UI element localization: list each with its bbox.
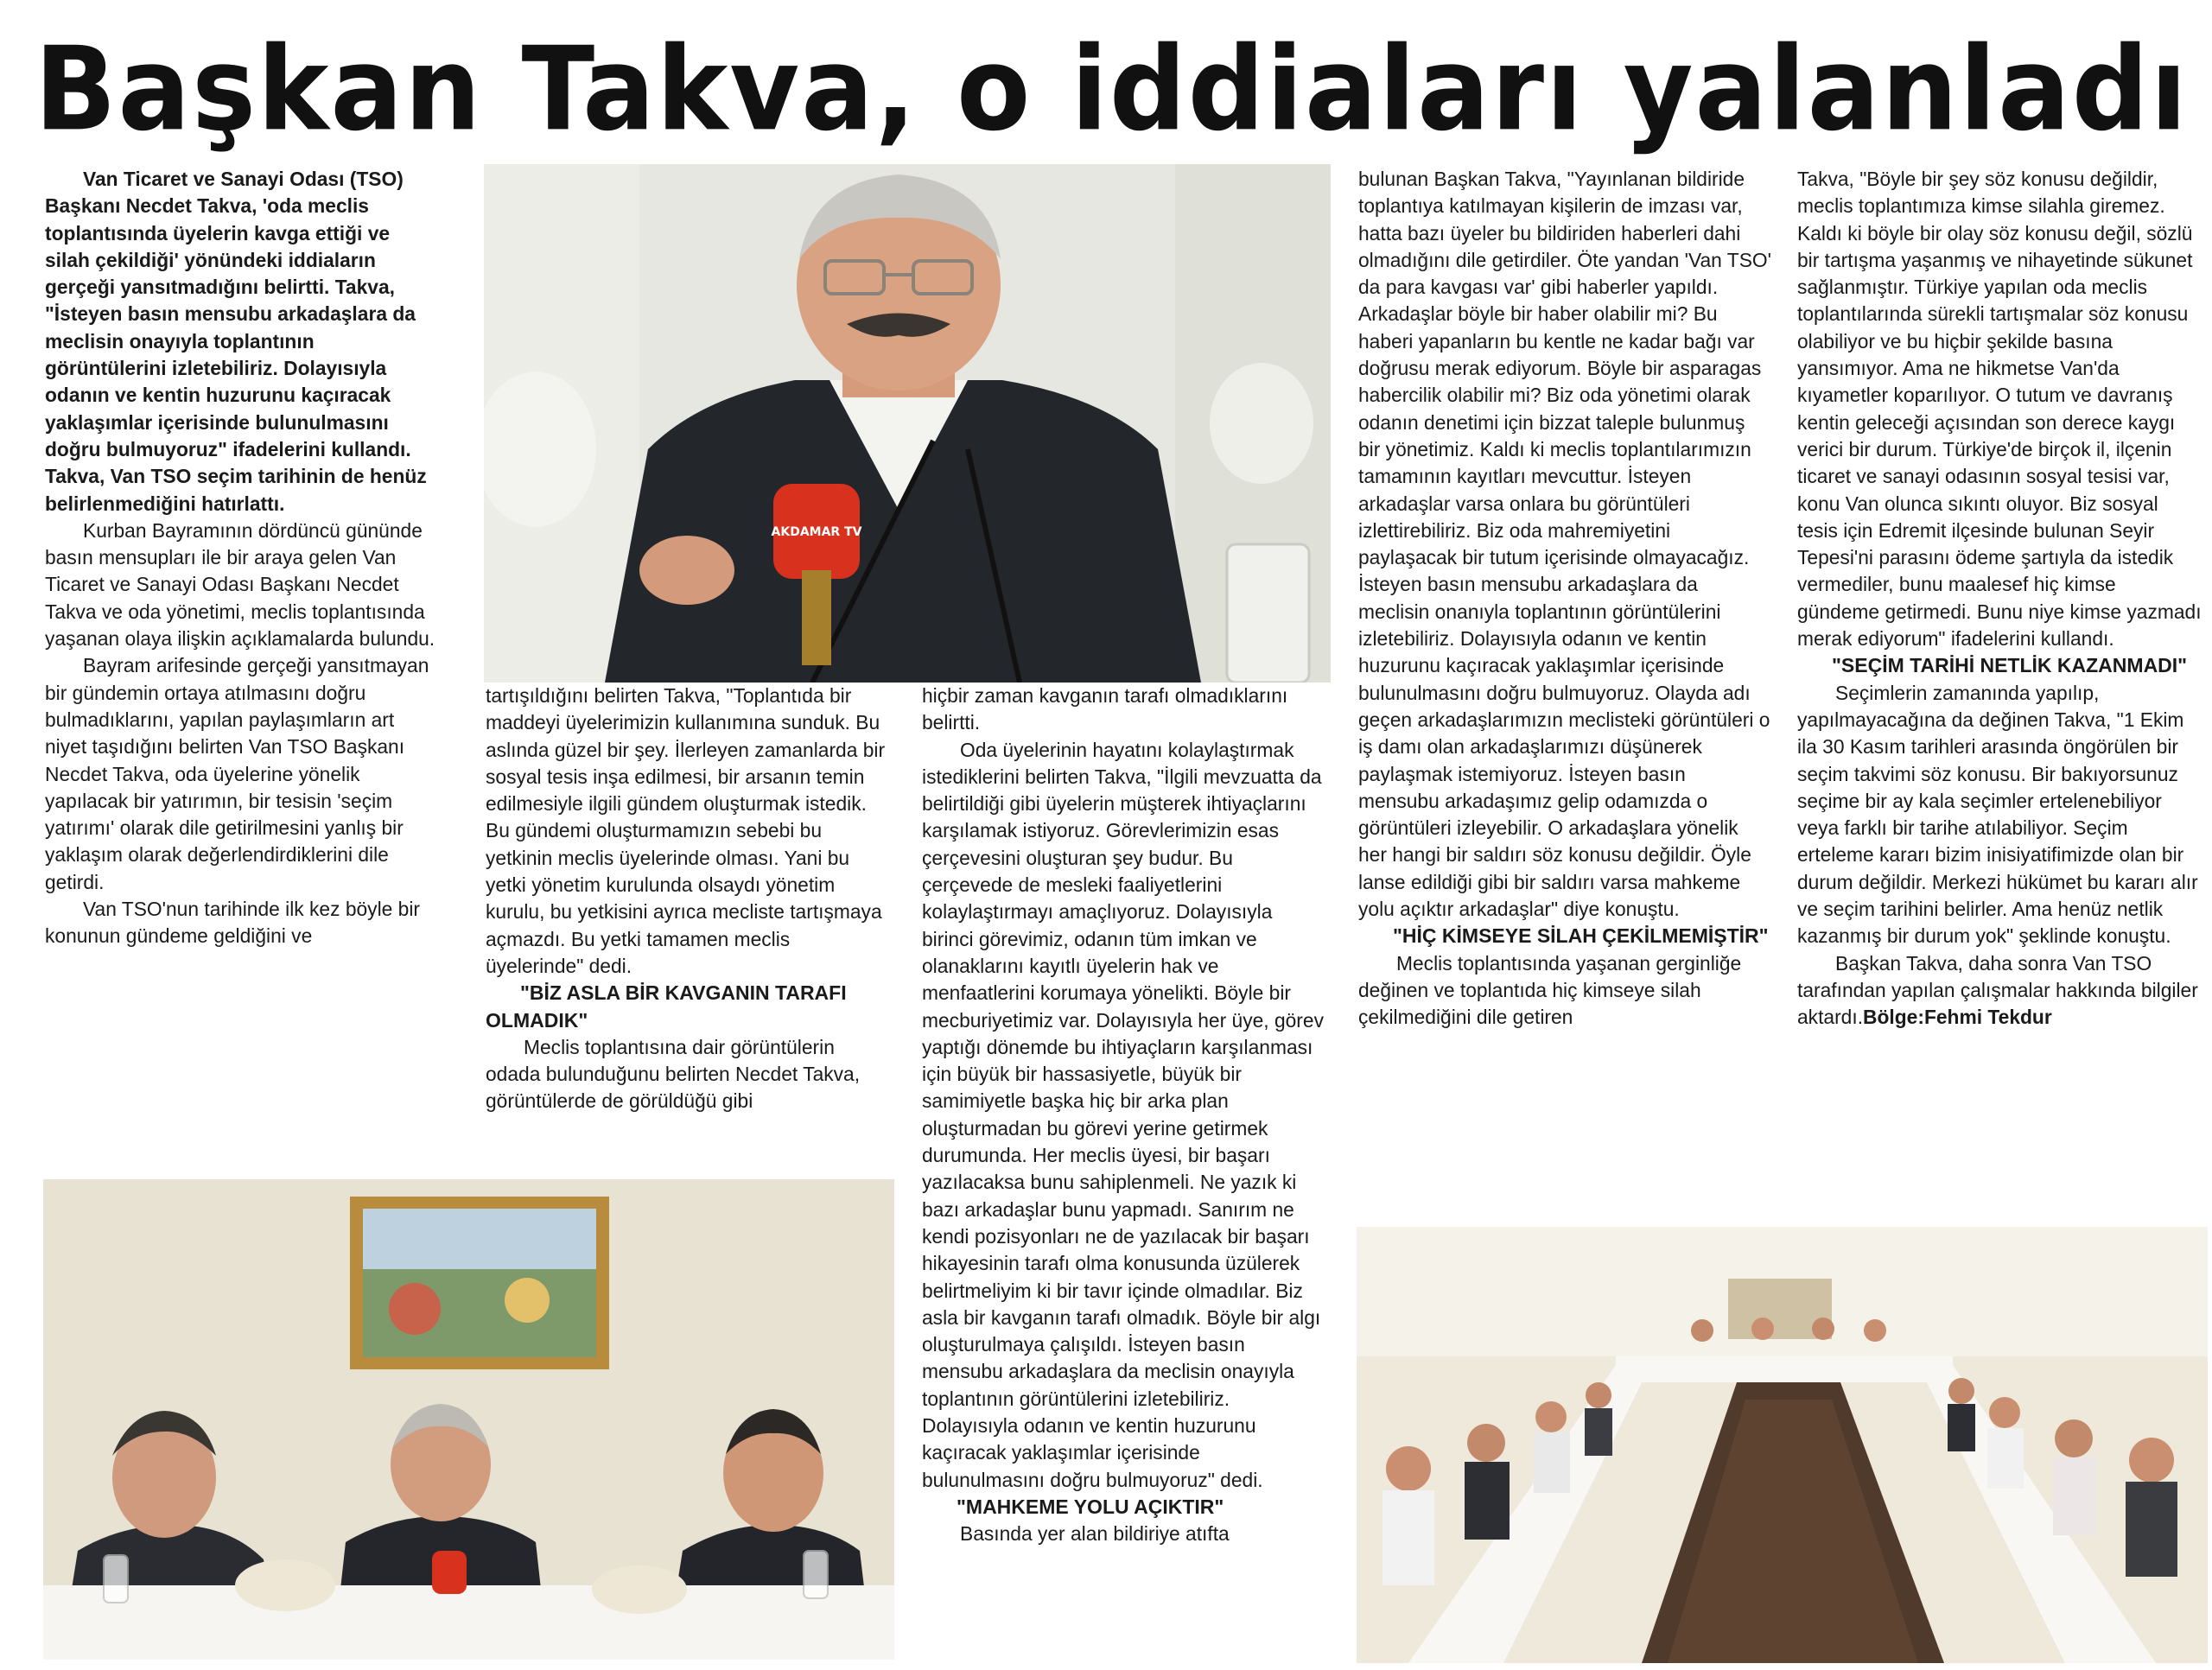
closing-sentence: Başkan Takva, daha sonra Van TSO tarafından yapılan çalışmalar hakkında bilgiler aktardı. — [1797, 951, 2198, 1029]
body-paragraph: Oda üyelerinin hayatını kolaylaştırmak istediklerini belirten Takva, "İlgili mevzuatta da belirtildiği gibi üyelerin müşterek ihtiyaçlarını karşılamak istiyoruz. Görevlerimizin esas çerçevesini oluşturan şey budur. Bu çerçevede de mesleki faaliyetlerini kolaylaştırmayı amaçlıyoruz. Dolayısıyla birinci görevimiz, odanın tüm imkan ve olanaklarını kayıtlı üyelerin hak ve menfaatlerini korumaya yönelikti. Böyle bir mecburiyetimiz var. Dolayısıyla her üye, görev yaptığı dönemde bu ihtiyaçların karşılanması için büyük bir hassasiyetle, büyük bir samimiyetle başka hiç bir arka plan oluşturmadan bu görevi yerine getirmek durumunda. Her meclis üyesi, bir başarı yazılacaksa bunu sahiplenmeli. Ne yazık ki bazı arkadaşlar bunu yapmadı. Sanırım ne kendi pozisyonları ne de yazılacak bir başarı hikayesinin tarafı olma konusunda üzülerek belirtmeliyim ki bir tavır içinde olmadılar. Biz asla bir kavganın tarafı olmadık. Böyle bir algı oluşturulmaya çalışıldı. İsteyen basın mensubu arkadaşlara da meclisin onayıyla toplantının görüntülerini izletebiliriz. Dolayısıyla odanın ve kentin huzurunu kaçıracak yaklaşımlar içerisinde bulunulmasını doğru bulmuyoruz" dedi. — [922, 738, 1324, 1491]
body-paragraph: tartışıldığını belirten Takva, "Toplantıda bir maddeyi üyelerimizin kullanımına sunduk. Bu aslında güzel bir şey. İlerleyen zamanlarda bir sosyal tesis inşa edilmesi, bir arsanın temin edilmesiyle ilgili gündem oluşturmak istedik. Bu gündemi oluşturmamızın sebebi bu yetkinin meclis üyelerinde olması. Yani bu yetki yönetim kurulunda olsaydı yönetim kurulu, bu yetkisini ayrıca mecliste tartışmaya açmazdı. Bu yetki tamamen meclis üyelerinde" dedi. — [486, 684, 886, 977]
headline: Başkan Takva, o iddiaları yalanladı — [35, 22, 2190, 157]
article-column-2 — [486, 683, 892, 1115]
subheading: "MAHKEME YOLU AÇIKTIR" — [957, 1495, 1224, 1518]
article-column-4 — [1358, 166, 1771, 1032]
body-paragraph: bulunan Başkan Takva, "Yayınlanan bildiride toplantıya katılmayan kişilerin de imzası var, hatta bazı üyeler bu bildiriden haberleri dahi olmadığını dile getirdiler. Öte yandan 'Van TSO' da para kavgası var' gibi haberler yapıldı. Arkadaşlar böyle bir haber olabilir mi? Bu haberi yapanların bu kentle ne kadar bağı var doğrusu merak ediyorum. Böyle bir asparagas habercilik olabilir mi? Biz oda yönetimi olarak odanın denetimi için bizzat taleple bulunmuş bir yönetimiz. Kaldı ki meclis toplantılarımızın tamamının kayıtları mevcuttur. İsteyen arkadaşlar varsa onlara bu görüntüleri izlettirebiliriz. Biz oda mahremiyetini paylaşacak bir tutum içerisinde olmayacağız. İsteyen basın mensubu arkadaşlara da meclisin onanıyla toplantının görüntülerini izletebiliriz. Dolayısıyla odanın ve kentin huzurunu kaçıracak yaklaşımlar içerisinde bulunulmasını doğru bulmuyoruz. Olayda adı geçen arkadaşlarımızın meclisteki görüntüleri o iş damı olan arkadaşlarımızı düşünerek paylaşmak istemiyoruz. İsteyen basın mensubu arkadaşımız gelip odamızda o görüntüleri izleyebilir. O arkadaşlara yönelik her hangi bir saldırı söz konusu değildir. Öyle lanse edildiği gibi bir saldırı varsa mahkeme yolu açıktır arkadaşlar" diye konuştu. — [1358, 168, 1771, 921]
subheading: "SEÇİM TARİHİ NETLİK KAZANMADI" — [1832, 654, 2188, 677]
body-paragraph: Meclis toplantısına dair görüntülerin odada bulunduğunu belirten Necdet Takva, görüntülerde de görüldüğü gibi — [486, 1035, 861, 1113]
body-paragraph: Basında yer alan bildiriye atıfta — [960, 1522, 1230, 1546]
body-paragraph: Bayram arifesinde gerçeği yansıtmayan bir gündemin ortaya atılmasını doğru bulmadıklarını, yapılan paylaşımların art niyet taşıdığını belirten Van TSO Başkanı Necdet Takva, oda üyelerine yönelik yapılacak bir yatırımın, bir tesisin 'seçim yatırımı' olarak dile getirilmesini yanlış bir yaklaşım olarak değerlendirdiklerini dile getirdi. — [45, 654, 429, 893]
subheading: "BİZ ASLA BİR KAVGANIN TARAFI OLMADIK" — [486, 981, 847, 1032]
body-paragraph: Seçimlerin zamanında yapılıp, yapılmayacağına da değinen Takva, "1 Ekim ila 30 Kasım tarihleri arasında öngörülen bir seçim takvimi söz konusu. Bir bakıyorsunuz seçime bir ay kala seçimler ertelenebiliyor veya farklı bir tarihe atılabiliyor. Seçim erteleme kararı bizim inisiyatifimizde olan bir durum değildir. Merkezi hükümet bu kararı alır ve seçim tarihini belirler. Ama henüz netlik kazanmış bir durum yok" şeklinde konuştu. — [1797, 681, 2198, 948]
meeting-room-photo — [1357, 1227, 2208, 1663]
body-paragraph: Takva, "Böyle bir şey söz konusu değildir, meclis toplantımıza kimse silahla giremez. Kaldı ki böyle bir olay söz konusu değil, sözlü bir tartışma yaşanmış ve nihayetinde sükunet sağlanmıştır. Türkiye yapılan oda meclis toplantılarında sürekli tartışmalar söz konusu olabiliyor ve bu hiçbir şekilde basına yansımıyor. Ama ne hikmetse Van'da kıyametler koparılıyor. O tutum ve davranış kentin geleceği açısından son derece kaygı verici bir durum. Türkiye'de birçok il, ilçenin ticaret ve sanayi odasının sosyal tesisi var, konu Van olunca sıkıntı oluyor. Biz sosyal tesis için Edremit ilçesinde bulunan Seyir Tepesi'ni parasını ödeme şartıyla da istedik vermediler, bunu maalesef hiç kimse gündeme getirmedi. Bunu niye kimse yazmadı merak ediyorum" ifadelerini kullandı. — [1797, 168, 2202, 651]
body-paragraph — [1797, 950, 2203, 1032]
subheading: "HİÇ KİMSEYE SİLAH ÇEKİLMEMİŞTİR" — [1393, 924, 1769, 948]
lead-paragraph: Van Ticaret ve Sanayi Odası (TSO) Başkanı Necdet Takva, 'oda meclis toplantısında üyelerin kavga ettiği ve silah çekildiği' yönündeki iddiaların gerçeği yansıtmadığını belirtti. Takva, "İsteyen basın mensubu arkadaşlara da meclisin onayıyla toplantının görüntülerini izletebiliriz. Dolayısıyla odanın ve kentin huzurunu kaçıracak yaklaşımlar içerisinde bulunulmasını doğru bulmuyoruz" ifadelerini kullandı. Takva, Van TSO seçim tarihinin de henüz belirlenmediğini hatırlattı. — [45, 168, 427, 515]
mic-logo: AKDAMAR TV — [771, 525, 862, 539]
body-paragraph: Kurban Bayramının dördüncü gününde basın mensupları ile bir araya gelen Van Ticaret ve Sanayi Odası Başkanı Necdet Takva ve oda yönetimi, meclis toplantısında yaşanan olaya ilişkin açıklamalarda bulundu. — [45, 518, 435, 651]
body-paragraph: Van TSO'nun tarihinde ilk kez böyle bir konunun gündeme geldiğini ve — [45, 898, 420, 948]
panel-photo — [43, 1179, 894, 1660]
body-paragraph: hiçbir zaman kavganın tarafı olmadıklarını belirtti. — [922, 684, 1288, 734]
article-column-3 — [922, 683, 1328, 1548]
article-column-5 — [1797, 166, 2203, 1032]
article-column-1 — [45, 166, 435, 950]
byline: Bölge:Fehmi Tekdur — [1863, 1006, 2052, 1029]
body-paragraph: Meclis toplantısında yaşanan gerginliğe değinen ve toplantıda hiç kimseye silah çekilmediğini dile getiren — [1358, 951, 1742, 1029]
main-photo — [484, 164, 1331, 683]
